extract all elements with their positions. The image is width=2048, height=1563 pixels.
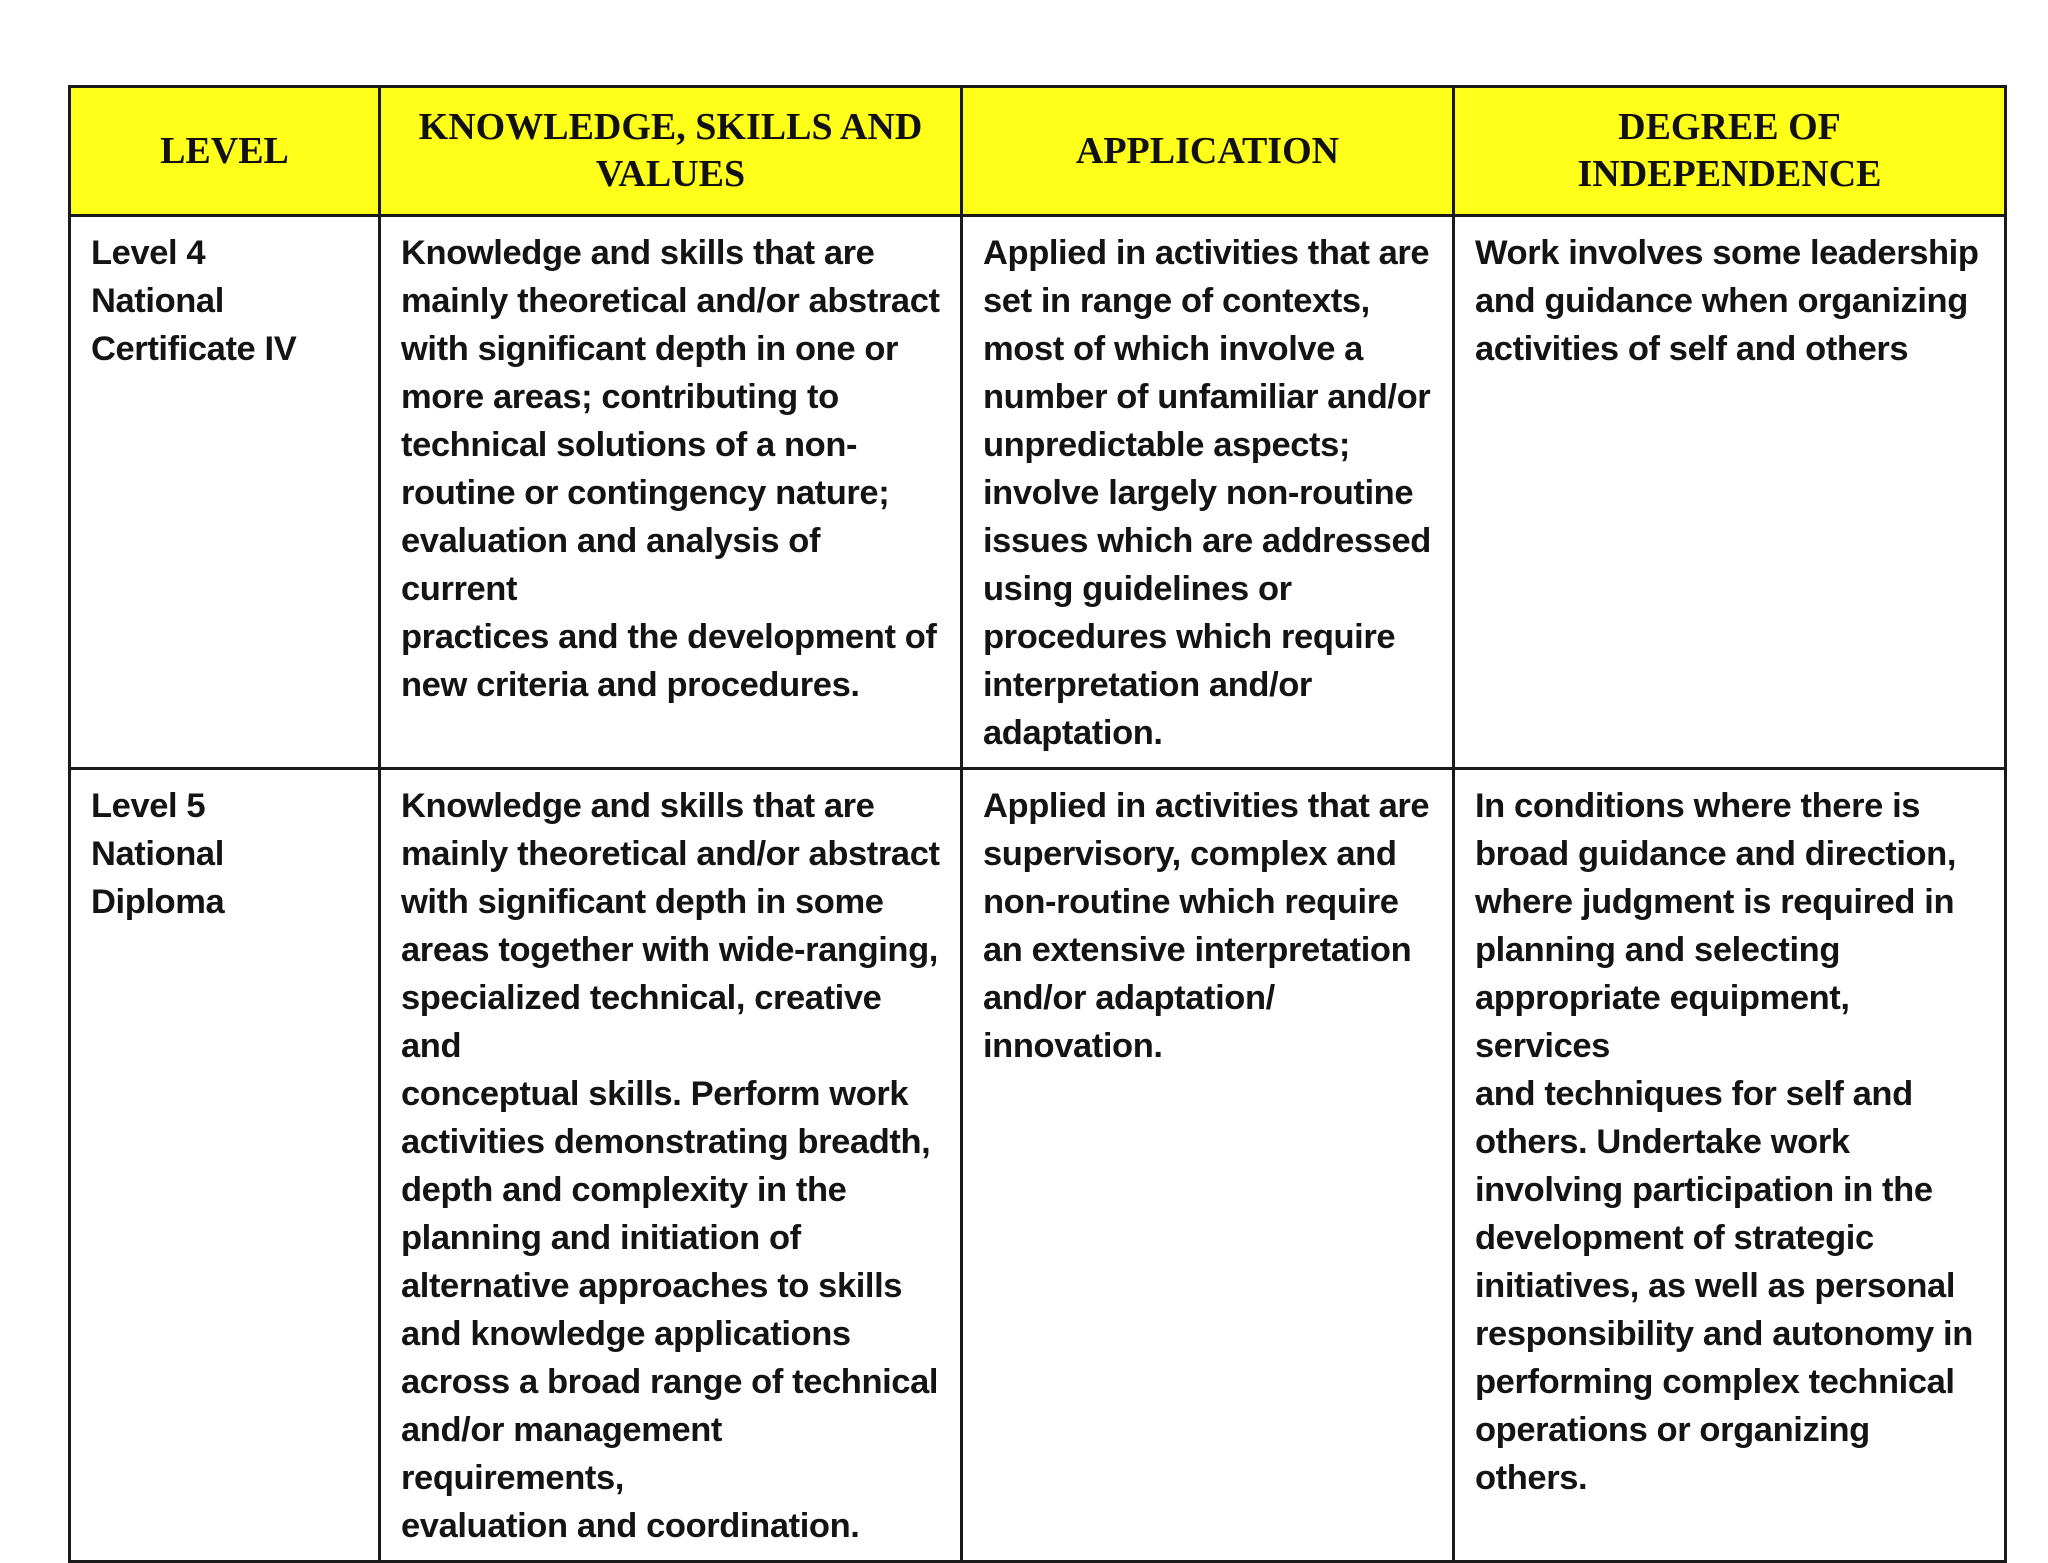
header-degree-of-independence: DEGREE OF INDEPENDENCE bbox=[1454, 87, 2006, 216]
knowledge-cell: Knowledge and skills that are mainly theoretical and/or abstract with significant depth in one or more areas; contributing to technical solutions of a non- routine or contingency nature; evaluation and analysis of current practices and the development of new criteria and procedures. bbox=[380, 216, 962, 769]
table-row bbox=[70, 216, 2006, 769]
independence-cell: In conditions where there is broad guidance and direction, where judgment is required in planning and selecting appropriate equipment, services and techniques for self and others. Undertake work involving participation in the development of strategic initiatives, as well as personal responsibility and autonomy in performing complex technical operations or organizing others. bbox=[1454, 769, 2006, 1562]
header-knowledge-skills-values: KNOWLEDGE, SKILLS AND VALUES bbox=[380, 87, 962, 216]
header-application: APPLICATION bbox=[962, 87, 1454, 216]
level-cell: Level 5 National Diploma bbox=[70, 769, 380, 1562]
header-row bbox=[70, 87, 2006, 216]
table-header bbox=[70, 87, 2006, 216]
qualification-levels-table bbox=[68, 85, 2007, 1563]
application-cell: Applied in activities that are supervisory, complex and non-routine which require an extensive interpretation and/or adaptation/ innovation. bbox=[962, 769, 1454, 1562]
independence-cell: Work involves some leadership and guidance when organizing activities of self and others bbox=[1454, 216, 2006, 769]
table-body bbox=[70, 216, 2006, 1562]
header-level: LEVEL bbox=[70, 87, 380, 216]
application-cell: Applied in activities that are set in range of contexts, most of which involve a number of unfamiliar and/or unpredictable aspects; involve largely non-routine issues which are addressed using guidelines or procedures which require interpretation and/or adaptation. bbox=[962, 216, 1454, 769]
knowledge-cell: Knowledge and skills that are mainly theoretical and/or abstract with significant depth in some areas together with wide-ranging, specialized technical, creative and conceptual skills. Perform work activities demonstrating breadth, depth and complexity in the planning and initiation of alternative approaches to skills and knowledge applications across a broad range of technical and/or management requirements, evaluation and coordination. bbox=[380, 769, 962, 1562]
level-cell: Level 4 National Certificate IV bbox=[70, 216, 380, 769]
table-row bbox=[70, 769, 2006, 1562]
